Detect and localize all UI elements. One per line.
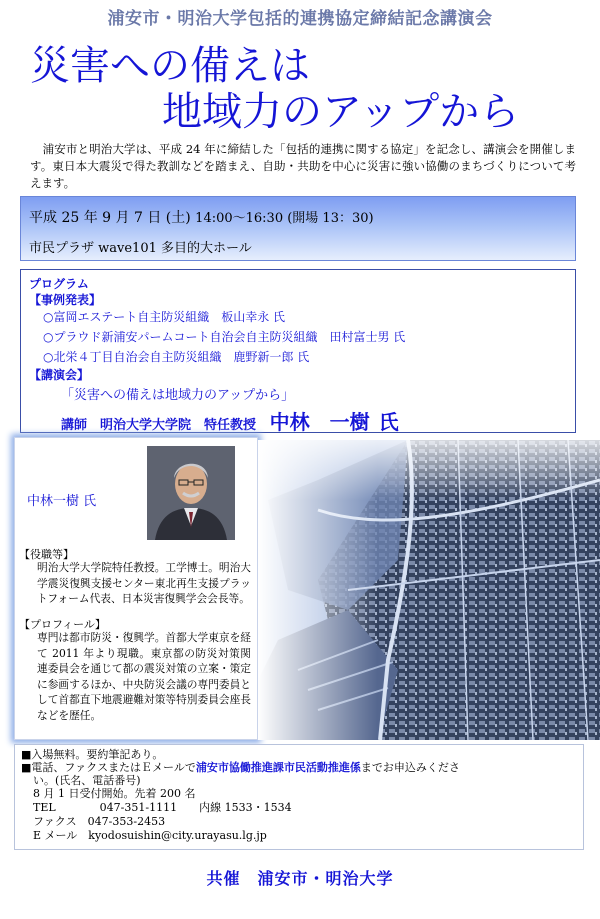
info-email: E メール kyodosuishin@city.urayasu.lg.jp (33, 829, 267, 842)
profile-text: 専門は都市防災・復興学。首都大学東京を経て 2011 年より現職。東京都の防災対策関連委員会を通じて都の震災対策の立案・策定に参画するほか、中央防災会議の専門委員として首都直下地震避難対策等特別委員会座長などを歴任。 (37, 631, 251, 722)
speaker-profile-card (14, 437, 258, 740)
profile-label: 【プロフィール】 (19, 618, 106, 631)
info-application-suffix: までお申込みくださ (360, 761, 460, 774)
position-label: 【役職等】 (19, 548, 74, 561)
intro-paragraph: 浦安市と明治大学は、平成 24 年に締結した「包括的連携に関する協定」を記念し、講演会を開催します。東日本大震災で得た教訓などを踏まえ、自助・共助を中心に災害に強い協働のまちづくりについて考えます。 (30, 142, 576, 190)
event-subtitle: 浦安市・明治大学包括的連携協定締結記念講演会 (107, 9, 493, 29)
event-venue: 市民プラザ wave101 多目的大ホール (29, 241, 252, 256)
main-title-line-1: 災害への備えは (30, 43, 310, 89)
info-office-name: 浦安市協働推進課市民活動推進係 (195, 761, 361, 774)
program-box (20, 269, 576, 433)
info-free-admission: ■入場無料。要約筆記あり。 (21, 748, 164, 761)
info-fax: ファクス 047-353-2453 (33, 815, 166, 828)
info-telephone: TEL 047-351-1111 内線 1533・1534 (33, 801, 292, 814)
lecture-title: 「災害への備えは地域力のアップから」 (61, 388, 295, 403)
lecturer-honorific: 氏 (378, 410, 399, 434)
case-item: ○北栄４丁目自治会自主防災組織 鹿野新一郎 氏 (43, 350, 310, 364)
date-venue-band (20, 196, 576, 261)
info-application-prefix: ■電話、ファクスまたはＥメールで (21, 761, 196, 774)
speaker-photo (147, 446, 235, 540)
lecturer-name: 中林 一樹 (269, 410, 370, 434)
case-section-label: 【事例発表】 (29, 293, 102, 307)
info-required-items: い。(氏名、電話番号) (33, 774, 141, 787)
lecture-section-label: 【講演会】 (29, 368, 90, 382)
event-date: 平成 25 年 9 月 7 日 (土) (29, 210, 191, 226)
speaker-name: 中林一樹 氏 (27, 494, 97, 509)
info-reception-start: 8 月 1 日受付開始。先着 200 名 (33, 787, 196, 800)
lecturer-affiliation: 講師 明治大学大学院 特任教授 (61, 418, 257, 433)
case-item: ○プラウド新浦安パームコート自治会自主防災組織 田村富士男 氏 (43, 330, 406, 344)
speaker-portrait-icon (147, 446, 235, 540)
co-hosts: 共催 浦安市・明治大学 (206, 869, 394, 888)
application-info-box (14, 744, 584, 850)
info-application-method (21, 762, 460, 775)
event-time: 14:00～16:30 (開場 13：30) (195, 211, 374, 226)
main-title-line-2: 地域力のアップから (162, 89, 520, 135)
aerial-city-map-image (258, 440, 600, 740)
program-label: プログラム (29, 277, 89, 291)
date-time-line (29, 207, 374, 227)
position-text: 明治大学大学院特任教授。工学博士。明治大学震災復興支援センター東北再生支援プラットフォーム代表、日本災害復興学会会長等。 (37, 561, 251, 605)
lecturer-line (61, 406, 399, 435)
case-item: ○富岡エステート自主防災組織 板山幸永 氏 (43, 310, 286, 324)
